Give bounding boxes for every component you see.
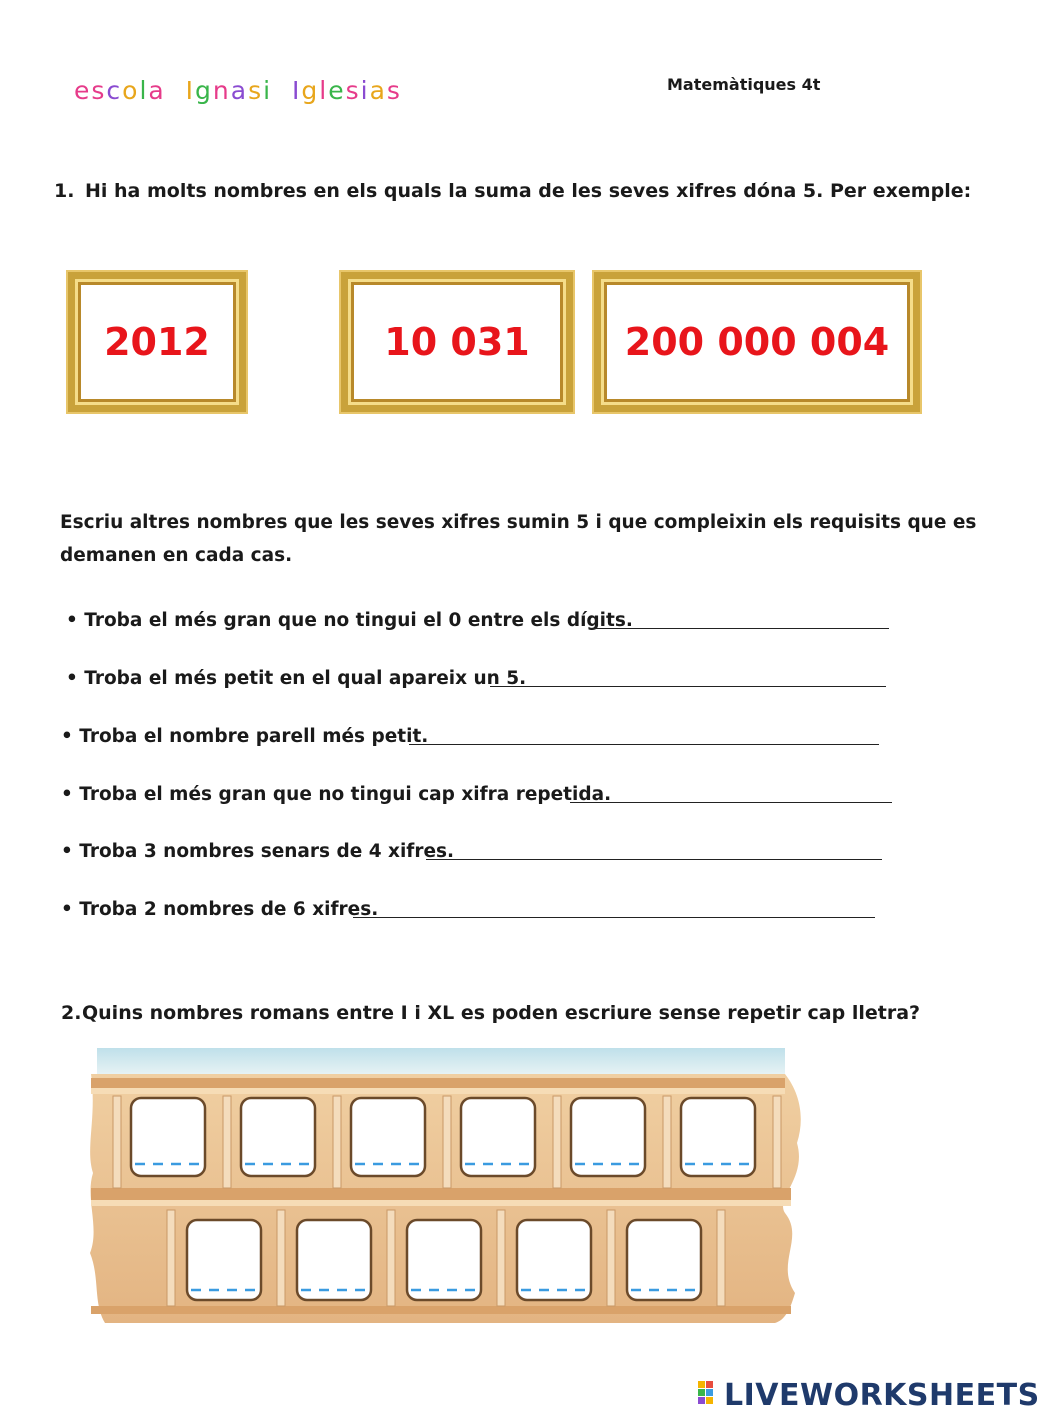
question-1-number: 1. (54, 180, 75, 202)
school-logo-letter (166, 76, 176, 105)
question-2-text: Quins nombres romans entre I i XL es poden escriure sense repetir cap lletra? (82, 1002, 921, 1024)
school-logo-letter: a (148, 76, 166, 105)
example-frame-1 (68, 272, 246, 412)
school-logo-letter: s (248, 76, 264, 105)
task-5: • Troba 3 nombres senars de 4 xifres. (61, 841, 455, 862)
answer-blank-2[interactable] (490, 686, 886, 687)
school-logo-letter: g (195, 76, 213, 105)
example-frame-3 (594, 272, 920, 412)
liveworksheets-logo-icon (698, 1381, 722, 1405)
school-logo-letter: a (230, 76, 249, 105)
task-2: • Troba el més petit en el qual apareix un 5. (66, 668, 527, 689)
liveworksheets-brand: LIVEWORKSHEETS (724, 1378, 1040, 1413)
school-logo-letter (282, 76, 292, 105)
colosseum-illustration (85, 1048, 815, 1328)
school-logo-letter: e (74, 76, 92, 105)
school-logo-letter: s (386, 76, 402, 105)
task-6: • Troba 2 nombres de 6 xifres. (61, 899, 379, 920)
school-logo-letter: l (319, 76, 329, 105)
roman-answer-box[interactable] (297, 1220, 371, 1300)
task-4: • Troba el més gran que no tingui cap xifra repetida. (61, 784, 612, 805)
school-logo-letter: c (106, 76, 123, 105)
answer-blank-4[interactable] (570, 802, 892, 803)
roman-answer-box[interactable] (407, 1220, 481, 1300)
task-1: • Troba el més gran que no tingui el 0 entre els dígits. (66, 610, 633, 631)
task-3: • Troba el nombre parell més petit. (61, 726, 429, 747)
school-logo-letter (176, 76, 186, 105)
example-number-1: 2012 (104, 320, 210, 364)
school-logo-letter: s (91, 76, 107, 105)
school-logo-letter: i (263, 76, 273, 105)
school-logo-letter: I (291, 76, 302, 105)
school-logo-letter: I (185, 76, 196, 105)
answer-blank-3[interactable] (409, 744, 879, 745)
instruction-line-1: Escriu altres nombres que les seves xifres sumin 5 i que compleixin els requisits que es (60, 512, 977, 533)
question-1-text: Hi ha molts nombres en els quals la suma de les seves xifres dóna 5. Per exemple: (85, 180, 972, 202)
answer-blank-6[interactable] (353, 917, 875, 918)
subject-label: Matemàtiques 4t (667, 75, 821, 94)
school-logo-letter: n (212, 76, 231, 105)
question-2-number: 2. (61, 1002, 82, 1024)
school-logo-letter: e (328, 76, 346, 105)
school-logo-letter: g (301, 76, 320, 105)
school-logo-letter: a (369, 76, 387, 105)
answer-blank-1[interactable] (589, 628, 889, 629)
example-frame-2 (341, 272, 573, 412)
school-logo-letter: l (139, 76, 149, 105)
school-logo (74, 76, 402, 105)
school-logo-letter (272, 76, 282, 105)
roman-answer-box[interactable] (187, 1220, 261, 1300)
school-logo-letter: s (345, 76, 361, 105)
school-logo-letter: i (360, 76, 370, 105)
roman-answer-box[interactable] (627, 1220, 701, 1300)
answer-blank-5[interactable] (426, 859, 882, 860)
roman-answer-box[interactable] (517, 1220, 591, 1300)
example-number-3: 200 000 004 (624, 320, 890, 364)
instruction-line-2: demanen en cada cas. (60, 545, 293, 566)
school-logo-letter: o (122, 76, 140, 105)
example-number-2: 10 031 (384, 320, 530, 364)
